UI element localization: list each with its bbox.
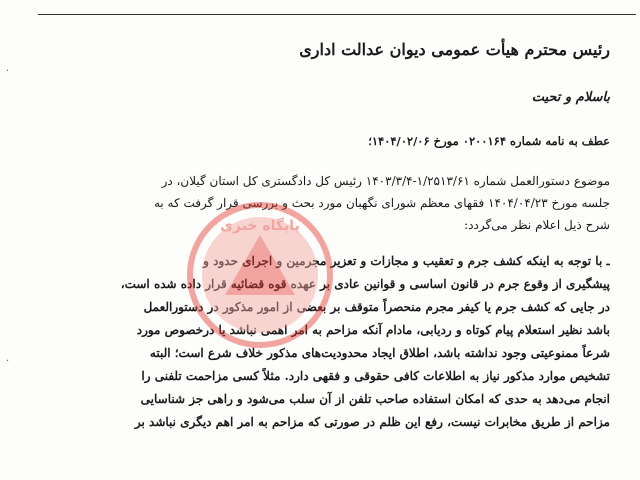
body-line: باشد نظیر استعلام پیام کوتاه و ردیابی، مادام آنکه مزاحم به امر اهمی نباشد یا درخصوص مورد (136, 323, 610, 337)
letterhead-rule (38, 14, 636, 15)
addressee-heading: رئیس محترم هیأت عمومی دیوان عدالت اداری (299, 40, 610, 59)
greeting: باسلام و تحیت (531, 90, 610, 105)
body-paragraph (44, 250, 610, 434)
body-line: مزاحم از طریق مخابرات نیست، رفع این ظلم در صورتی که مزاحم به امر اهم دیگری نباشد بر (134, 415, 610, 429)
subject-line: موضوع دستورالعمل شماره ۱/۲۵۱۳/۶۱-۱۴۰۳/۳/۴ رئیس کل دادگستری کل استان گیلان، در (161, 174, 610, 188)
body-line: انجام می‌دهد به حدی که امکان استفاده صاحب تلفن از آن سلب می‌شود و راهی جز شناسایی (140, 392, 610, 406)
margin-mark: · (6, 66, 10, 77)
body-line: تشخیص موارد مذکور نیاز به اطلاعات کافی حقوقی و فقهی دارد. مثلاً کسی مزاحمت تلفنی را (141, 369, 610, 383)
body-line: شرعاً ممنوعیتی وجود نداشته باشد، اطلاق ایجاد محدودیت‌های مذکور خلاف شرع است؛ البته (149, 346, 610, 360)
subject-line: شرح ذیل اعلام نظر می‌گردد: (464, 218, 610, 232)
subject-line: جلسه مورخ ۱۴۰۴/۰۴/۲۳ فقهای معظم شورای نگهبان مورد بحث و بررسی قرار گرفت که به (153, 196, 610, 210)
watermark-text: پایگاه خبری (220, 218, 300, 234)
body-line: ـ با توجه به اینکه کشف جرم و تعقیب و مجازات و تعزیر مجرمین و اجرای حدود و (203, 254, 610, 268)
margin-mark: · (6, 356, 10, 367)
subject-paragraph (44, 170, 610, 236)
body-line: در جایی که کشف جرم یا کیفر مجرم منحصراً متوقف بر بعضی از امور مذکور در دستورالعمل (143, 300, 610, 314)
reference-line: عطف به نامه شماره ۰۲۰۰۱۶۴ مورخ ۱۴۰۴/۰۲/۰۶؛ (368, 134, 610, 148)
body-line: پیشگیری از وقوع جرم در قانون اساسی و قوانین عادی بر عهده قوه قضائیه قرار داده شده است، (120, 277, 610, 291)
